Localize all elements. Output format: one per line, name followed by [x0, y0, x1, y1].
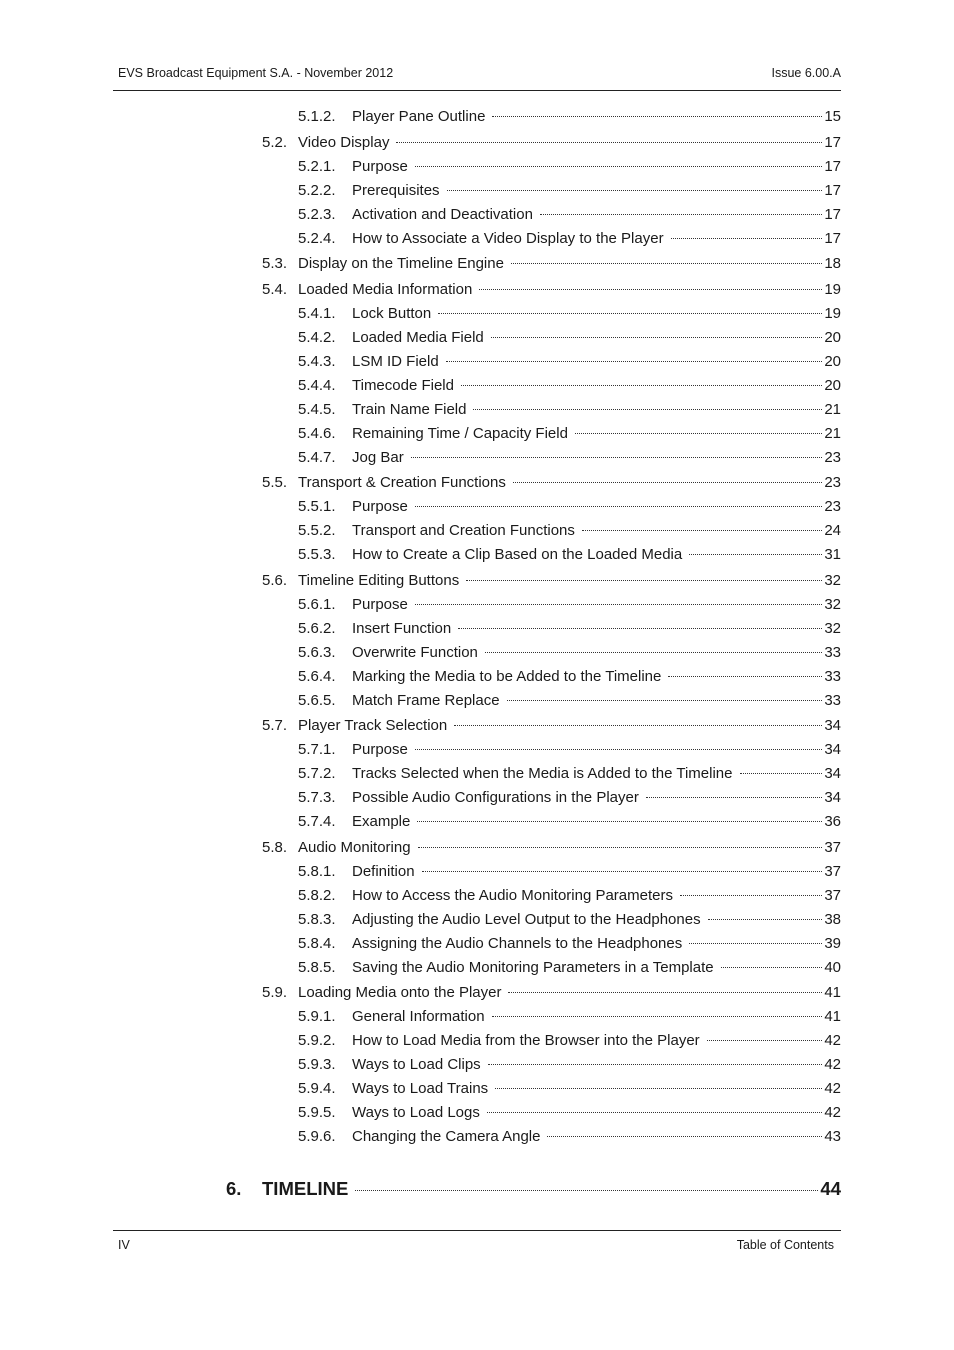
toc-entry-number: 5.1.2. [298, 108, 336, 125]
toc-entry-page: 33 [824, 643, 841, 661]
toc-entry-page: 34 [824, 741, 841, 758]
toc-entry-line [352, 374, 841, 398]
header-issue: Issue 6.00.A [771, 66, 841, 80]
header-divider [113, 90, 841, 91]
toc-entry-number: 5.5.3. [298, 546, 336, 563]
toc-dot-leader [492, 115, 822, 117]
toc-entry-page: 23 [824, 498, 841, 515]
toc-entry-line [352, 350, 841, 374]
toc-entry-line [352, 227, 841, 251]
toc-entry-title: Insert Function [352, 619, 452, 637]
toc-dot-leader [689, 942, 822, 944]
toc-entry-number: 5.2.1. [298, 157, 336, 175]
toc-entry-line [352, 908, 841, 932]
toc-entry-page: 17 [824, 181, 841, 199]
toc-entry[interactable] [0, 884, 954, 908]
toc-entry-line [352, 1101, 841, 1125]
toc-entry-title: Tracks Selected when the Media is Added to the Timeline [352, 765, 733, 782]
toc-entry-number: 5.3. [262, 255, 288, 272]
toc-entry-page: 43 [824, 1128, 841, 1145]
toc-entry-page: 17 [824, 133, 841, 151]
toc-entry-title: Purpose [352, 498, 408, 515]
toc-entry-line [352, 326, 841, 350]
toc-entry[interactable] [0, 1173, 954, 1205]
toc-entry-page: 15 [824, 108, 841, 125]
toc-entry-line [352, 203, 841, 227]
toc-entry-title: Activation and Deactivation [352, 205, 533, 223]
toc-entry-number: 5.8.1. [298, 862, 336, 880]
toc-entry-line [352, 446, 841, 470]
toc-entry-number: 5.8.4. [298, 934, 336, 952]
toc-dot-leader [488, 1063, 823, 1065]
toc-entry-title: Prerequisites [352, 181, 440, 199]
toc-entry-number: 5.9.3. [298, 1056, 336, 1073]
toc-entry-title: Assigning the Audio Channels to the Headphones [352, 934, 683, 952]
toc-dot-leader [668, 675, 822, 677]
footer-divider [113, 1230, 841, 1231]
toc-entry[interactable] [0, 374, 954, 398]
toc-entry-title: Ways to Load Logs [352, 1104, 480, 1121]
toc-dot-leader [466, 579, 822, 581]
toc-entry[interactable] [0, 1101, 954, 1125]
toc-entry-number: 5.8.2. [298, 886, 336, 904]
toc-dot-leader [396, 141, 822, 143]
toc-entry-title: Adjusting the Audio Level Output to the Headphones [352, 910, 701, 928]
toc-entry-line [352, 543, 841, 567]
toc-dot-leader [495, 1087, 822, 1089]
toc-entry-number: 5.4. [262, 280, 288, 298]
toc-entry-title: Player Track Selection [298, 717, 448, 734]
toc-entry-page: 33 [824, 667, 841, 685]
toc-entry-line [298, 278, 841, 302]
toc-entry-line [352, 519, 841, 543]
toc-entry-line [352, 1125, 841, 1149]
toc-entry-page: 37 [824, 886, 841, 904]
toc-entry-number: 5.5. [262, 474, 288, 491]
toc-entry-line [298, 714, 841, 738]
toc-entry-page: 33 [824, 691, 841, 709]
page-header [118, 66, 841, 80]
toc-entry-number: 5.8.5. [298, 958, 336, 976]
toc-entry[interactable] [0, 543, 954, 567]
toc-entry-line [352, 1005, 841, 1029]
toc-entry-page: 37 [824, 862, 841, 880]
toc-entry[interactable] [0, 1077, 954, 1101]
toc-entry-line [298, 131, 841, 155]
toc-entry[interactable] [0, 350, 954, 374]
toc-entry-number: 5.8. [262, 838, 288, 856]
toc-entry-page: 42 [824, 1032, 841, 1049]
toc-entry-title: Player Pane Outline [352, 108, 486, 125]
toc-entry-page: 19 [824, 304, 841, 322]
toc-entry[interactable] [0, 932, 954, 956]
toc-entry-number: 5.4.7. [298, 448, 336, 466]
toc-dot-leader [575, 432, 822, 434]
toc-entry-line [352, 738, 841, 762]
toc-dot-leader [540, 213, 822, 215]
toc-entry-line [352, 302, 841, 326]
toc-entry-line [352, 1077, 841, 1101]
toc-dot-leader [422, 870, 823, 872]
toc-entry-number: 5.2.4. [298, 229, 336, 247]
toc-entry[interactable] [0, 326, 954, 350]
toc-entry[interactable] [0, 786, 954, 810]
toc-dot-leader [547, 1135, 822, 1137]
toc-entry-number: 5.6. [262, 571, 288, 589]
toc-dot-leader [646, 796, 822, 798]
toc-entry-line [352, 617, 841, 641]
toc-entry-title: TIMELINE [262, 1178, 349, 1199]
toc-entry[interactable] [0, 105, 954, 129]
toc-entry[interactable] [0, 398, 954, 422]
toc-dot-leader [513, 481, 822, 483]
toc-dot-leader [508, 991, 822, 993]
toc-entry-page: 23 [824, 448, 841, 466]
footer-section-title: Table of Contents [736, 1238, 834, 1252]
toc-entry-page: 17 [824, 205, 841, 223]
toc-dot-leader [415, 505, 822, 507]
toc-entry-page: 20 [824, 352, 841, 370]
toc-dot-leader [582, 529, 822, 531]
toc-entry-page: 32 [824, 619, 841, 637]
toc-entry-title: Lock Button [352, 304, 432, 322]
toc-entry-page: 19 [824, 280, 841, 298]
toc-entry-title: Audio Monitoring [298, 838, 411, 856]
toc-dot-leader [689, 553, 822, 555]
toc-entry-page: 32 [824, 571, 841, 589]
toc-entry-number: 5.9.1. [298, 1008, 336, 1025]
toc-dot-leader [479, 288, 822, 290]
toc-dot-leader [355, 1189, 818, 1191]
toc-dot-leader [491, 336, 823, 338]
toc-entry-page: 24 [824, 522, 841, 539]
toc-entry[interactable] [0, 495, 954, 519]
toc-entry-number: 5.9.6. [298, 1128, 336, 1145]
toc-dot-leader [740, 772, 823, 774]
toc-entry-page: 44 [820, 1178, 841, 1199]
toc-entry[interactable] [0, 252, 954, 276]
toc-entry-number: 5.9.2. [298, 1032, 336, 1049]
toc-entry[interactable] [0, 1005, 954, 1029]
toc-entry-page: 40 [824, 958, 841, 976]
toc-entry-title: Purpose [352, 595, 408, 613]
toc-entry-number: 5.9. [262, 984, 288, 1001]
toc-dot-leader [707, 1039, 823, 1041]
toc-entry[interactable] [0, 1029, 954, 1053]
toc-entry-number: 5.9.5. [298, 1104, 336, 1121]
toc-entry-title: Transport and Creation Functions [352, 522, 575, 539]
toc-entry-number: 5.7.1. [298, 741, 336, 758]
toc-dot-leader [447, 189, 823, 191]
toc-dot-leader [411, 456, 823, 458]
toc-entry-number: 5.4.1. [298, 304, 336, 322]
toc-entry-page: 21 [824, 400, 841, 418]
toc-entry-title: Ways to Load Clips [352, 1056, 481, 1073]
toc-entry-title: Example [352, 813, 411, 830]
toc-dot-leader [418, 846, 823, 848]
toc-entry-page: 17 [824, 229, 841, 247]
toc-entry-page: 20 [824, 376, 841, 394]
toc-dot-leader [492, 1015, 823, 1017]
toc-entry-number: 5.4.4. [298, 376, 336, 394]
toc-entry-number: 5.5.1. [298, 498, 336, 515]
toc-dot-leader [454, 724, 822, 726]
toc-entry-number: 5.7.2. [298, 765, 336, 782]
toc-entry-line [352, 762, 841, 786]
toc-entry-number: 6. [226, 1178, 242, 1199]
toc-entry-line [352, 956, 841, 980]
toc-entry[interactable] [0, 738, 954, 762]
toc-entry-page: 38 [824, 910, 841, 928]
toc-dot-leader [415, 603, 822, 605]
toc-entry-line [352, 593, 841, 617]
toc-entry-line [352, 105, 841, 129]
toc-entry[interactable] [0, 1125, 954, 1149]
toc-entry-line [298, 569, 841, 593]
toc-entry-line [352, 422, 841, 446]
header-publisher: EVS Broadcast Equipment S.A. - November 2012 [118, 66, 394, 80]
toc-entry-page: 34 [824, 765, 841, 782]
toc-entry-title: Ways to Load Trains [352, 1080, 489, 1097]
toc-entry-number: 5.4.3. [298, 352, 336, 370]
toc-entry-number: 5.4.5. [298, 400, 336, 418]
toc-entry-title: Loading Media onto the Player [298, 984, 502, 1001]
toc-entry-title: Definition [352, 862, 415, 880]
toc-entry[interactable] [0, 471, 954, 495]
toc-dot-leader [511, 262, 822, 264]
toc-dot-leader [415, 748, 822, 750]
toc-entry-line [352, 884, 841, 908]
toc-entry[interactable] [0, 227, 954, 251]
toc-entry[interactable] [0, 203, 954, 227]
toc-entry[interactable] [0, 836, 954, 860]
toc-entry-title: Display on the Timeline Engine [298, 255, 504, 272]
toc-entry-title: Purpose [352, 157, 408, 175]
toc-entry[interactable] [0, 810, 954, 834]
toc-entry-title: Transport & Creation Functions [298, 474, 506, 491]
toc-entry-title: How to Access the Audio Monitoring Parameters [352, 886, 673, 904]
toc-entry-number: 5.2.2. [298, 181, 336, 199]
toc-entry-line [352, 179, 841, 203]
toc-entry-line [352, 155, 841, 179]
toc-entry-title: Loaded Media Field [352, 328, 484, 346]
toc-entry-number: 5.7.4. [298, 813, 336, 830]
toc-entry-line [352, 786, 841, 810]
toc-entry-title: Possible Audio Configurations in the Player [352, 789, 639, 806]
toc-entry-number: 5.7.3. [298, 789, 336, 806]
toc-entry[interactable] [0, 278, 954, 302]
toc-dot-leader [487, 1111, 822, 1113]
toc-dot-leader [671, 237, 823, 239]
toc-entry-title: Video Display [298, 133, 390, 151]
toc-entry-page: 42 [824, 1080, 841, 1097]
footer-page-number: IV [118, 1238, 130, 1252]
toc-entry-number: 5.6.1. [298, 595, 336, 613]
toc-entry[interactable] [0, 569, 954, 593]
toc-entry[interactable] [0, 422, 954, 446]
toc-entry-title: Overwrite Function [352, 643, 478, 661]
toc-entry[interactable] [0, 641, 954, 665]
toc-dot-leader [473, 408, 822, 410]
toc-entry-line [352, 1029, 841, 1053]
toc-entry[interactable] [0, 665, 954, 689]
toc-entry-title: Remaining Time / Capacity Field [352, 424, 568, 442]
toc-entry[interactable] [0, 762, 954, 786]
toc-entry-line [298, 252, 841, 276]
toc-entry-line [352, 860, 841, 884]
toc-entry-page: 42 [824, 1056, 841, 1073]
toc-entry-title: Match Frame Replace [352, 691, 500, 709]
page-footer [118, 1238, 841, 1252]
toc-dot-leader [458, 627, 822, 629]
toc-entry-line [298, 836, 841, 860]
toc-entry[interactable] [0, 593, 954, 617]
toc-entry-title: Jog Bar [352, 448, 404, 466]
toc-entry-page: 41 [824, 1008, 841, 1025]
toc-entry[interactable] [0, 714, 954, 738]
toc-entry-page: 39 [824, 934, 841, 952]
toc-entry-title: Timecode Field [352, 376, 454, 394]
toc-entry[interactable] [0, 446, 954, 470]
toc-entry-line [352, 641, 841, 665]
toc-dot-leader [680, 894, 822, 896]
toc-entry[interactable] [0, 956, 954, 980]
toc-dot-leader [438, 312, 822, 314]
toc-entry-title: How to Load Media from the Browser into the Player [352, 1032, 700, 1049]
toc-entry-line [352, 932, 841, 956]
toc-entry-number: 5.6.5. [298, 691, 336, 709]
toc-entry-title: Marking the Media to be Added to the Timeline [352, 667, 662, 685]
toc-entry-number: 5.6.2. [298, 619, 336, 637]
toc-entry-number: 5.6.3. [298, 643, 336, 661]
toc-entry-page: 32 [824, 595, 841, 613]
toc-entry[interactable] [0, 1053, 954, 1077]
toc-entry-title: Loaded Media Information [298, 280, 473, 298]
toc-dot-leader [461, 384, 822, 386]
toc-entry-number: 5.6.4. [298, 667, 336, 685]
toc-entry[interactable] [0, 908, 954, 932]
toc-entry-page: 17 [824, 157, 841, 175]
toc-dot-leader [708, 918, 823, 920]
toc-entry[interactable] [0, 519, 954, 543]
toc-entry[interactable] [0, 302, 954, 326]
toc-dot-leader [446, 360, 823, 362]
toc-entry-page: 34 [824, 789, 841, 806]
toc-entry-number: 5.2.3. [298, 205, 336, 223]
toc-dot-leader [485, 651, 822, 653]
toc-entry-line [352, 495, 841, 519]
toc-entry-title: Saving the Audio Monitoring Parameters in a Template [352, 958, 714, 976]
toc-entry-title: Timeline Editing Buttons [298, 571, 460, 589]
toc-entry[interactable] [0, 131, 954, 155]
toc-entry[interactable] [0, 689, 954, 713]
toc-entry-page: 20 [824, 328, 841, 346]
toc-dot-leader [415, 165, 822, 167]
toc-entry[interactable] [0, 179, 954, 203]
toc-entry-number: 5.4.2. [298, 328, 336, 346]
toc-entry-line [262, 1173, 841, 1205]
toc-entry-title: Purpose [352, 741, 408, 758]
toc-dot-leader [721, 966, 823, 968]
toc-entry-title: How to Create a Clip Based on the Loaded Media [352, 546, 683, 563]
toc-entry-title: How to Associate a Video Display to the Player [352, 229, 664, 247]
toc-entry[interactable] [0, 860, 954, 884]
toc-dot-leader [417, 820, 822, 822]
toc-entry-page: 42 [824, 1104, 841, 1121]
toc-entry-number: 5.8.3. [298, 910, 336, 928]
toc-entry-page: 31 [824, 546, 841, 563]
toc-entry-page: 18 [824, 255, 841, 272]
toc-entry-line [298, 471, 841, 495]
toc-entry-page: 37 [824, 838, 841, 856]
toc-entry[interactable] [0, 155, 954, 179]
toc-entry-number: 5.4.6. [298, 424, 336, 442]
toc-entry-number: 5.2. [262, 133, 288, 151]
toc-entry-number: 5.5.2. [298, 522, 336, 539]
toc-entry-page: 41 [824, 984, 841, 1001]
toc-entry-title: Train Name Field [352, 400, 467, 418]
toc-entry-line [352, 1053, 841, 1077]
toc-entry-page: 21 [824, 424, 841, 442]
toc-entry[interactable] [0, 617, 954, 641]
toc-entry-title: LSM ID Field [352, 352, 439, 370]
toc-entry-title: General Information [352, 1008, 485, 1025]
toc-entry[interactable] [0, 981, 954, 1005]
toc-dot-leader [507, 699, 823, 701]
toc-entry-line [352, 665, 841, 689]
toc-entry-title: Changing the Camera Angle [352, 1128, 541, 1145]
toc-entry-line [298, 981, 841, 1005]
table-of-contents [0, 105, 954, 1205]
toc-entry-line [352, 398, 841, 422]
toc-entry-page: 23 [824, 474, 841, 491]
toc-entry-number: 5.9.4. [298, 1080, 336, 1097]
toc-entry-number: 5.7. [262, 717, 288, 734]
toc-entry-line [352, 810, 841, 834]
toc-entry-line [352, 689, 841, 713]
toc-entry-page: 34 [824, 717, 841, 734]
toc-entry-page: 36 [824, 813, 841, 830]
